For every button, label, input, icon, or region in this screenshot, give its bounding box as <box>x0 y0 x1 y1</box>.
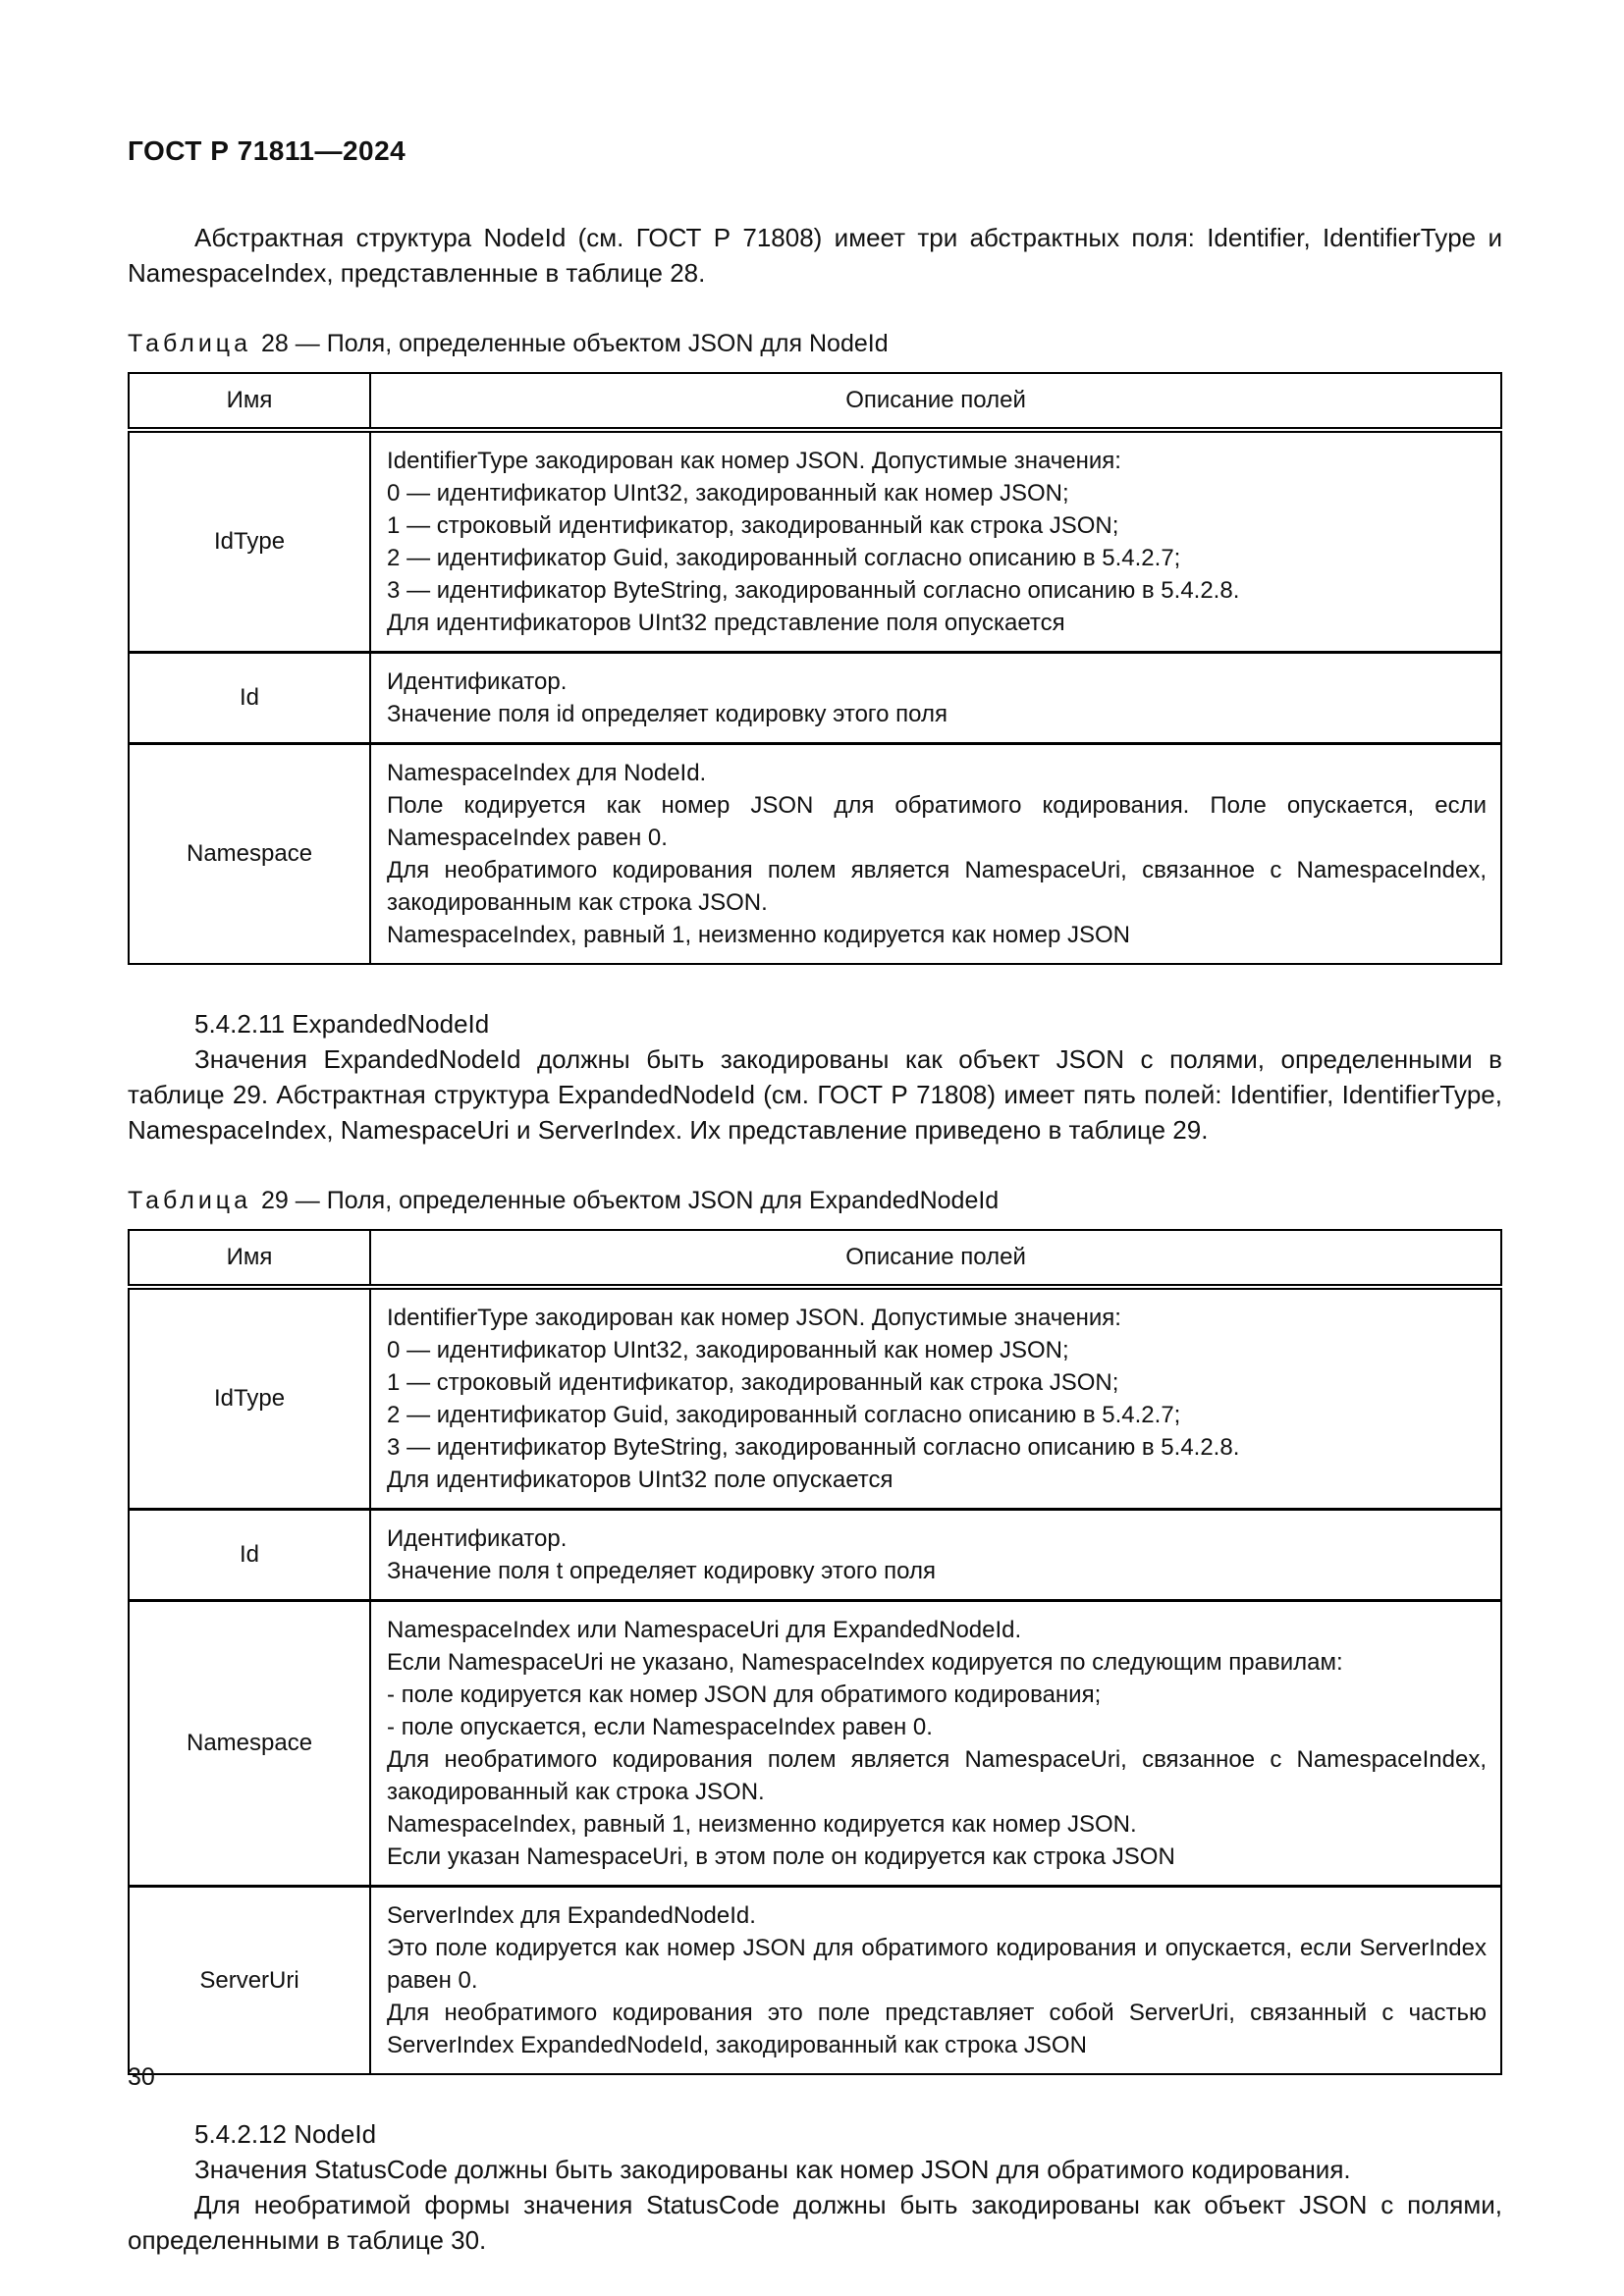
description-line: Идентификатор. <box>387 668 568 695</box>
description-line: Значение поля id определяет кодировку этого поля <box>387 701 947 727</box>
field-description-cell <box>370 1601 1501 1887</box>
section-paragraph: Значения ExpandedNodeId должны быть закодированы как объект JSON с полями, определенными в таблице 29. Абстрактная структура ExpandedNodeId (см. ГОСТ Р 71808) имеет пять полей: Identifier, IdentifierType, NamespaceIndex, NamespaceUri и ServerIndex. Их представление приведено в таблице 29. <box>128 1044 1502 1145</box>
field-description-cell <box>370 1887 1501 2075</box>
description-line: NamespaceIndex для NodeId. <box>387 760 707 786</box>
description-line: Для идентификаторов UInt32 поле опускается <box>387 1467 893 1493</box>
table-header-row <box>129 1230 1501 1287</box>
page-number: 30 <box>128 2063 155 2091</box>
column-header-name: Имя <box>129 1230 370 1287</box>
description-line: IdentifierType закодирован как номер JSON. Допустимые значения: <box>387 1305 1121 1331</box>
column-header-description: Описание полей <box>370 1230 1501 1287</box>
description-line: 0 — идентификатор UInt32, закодированный как номер JSON; <box>387 1337 1069 1363</box>
section-5-4-2-11 <box>128 1006 1502 1148</box>
description-line: Если указан NamespaceUri, в этом поле он кодируется как строка JSON <box>387 1843 1175 1870</box>
section-paragraph: Для необратимой формы значения StatusCode должны быть закодированы как объект JSON с полями, определенными в таблице 30. <box>128 2190 1502 2255</box>
field-description-cell <box>370 1510 1501 1601</box>
table-row <box>129 1510 1501 1601</box>
description-line: IdentifierType закодирован как номер JSON. Допустимые значения: <box>387 448 1121 474</box>
field-name-cell: Id <box>129 1510 370 1601</box>
table-row <box>129 653 1501 744</box>
table-caption-number: 28 <box>261 330 289 357</box>
document-standard-number: ГОСТ Р 71811—2024 <box>128 135 406 166</box>
table-row <box>129 430 1501 653</box>
table-caption-label: Таблица <box>128 1187 252 1214</box>
field-description-cell <box>370 653 1501 744</box>
field-name-cell: IdType <box>129 430 370 653</box>
table-header-row <box>129 373 1501 430</box>
description-line: NamespaceIndex или NamespaceUri для ExpandedNodeId. <box>387 1617 1022 1643</box>
description-line: Для идентификаторов UInt32 представление поля опускается <box>387 610 1065 636</box>
table-caption-text: — Поля, определенные объектом JSON для ExpandedNodeId <box>295 1187 1000 1214</box>
table-row <box>129 744 1501 965</box>
table-row <box>129 1287 1501 1510</box>
field-name-cell: IdType <box>129 1287 370 1510</box>
description-line: - поле опускается, если NamespaceIndex равен 0. <box>387 1714 933 1740</box>
description-line: 1 — строковый идентификатор, закодированный как строка JSON; <box>387 1369 1119 1396</box>
table-row <box>129 1887 1501 2075</box>
column-header-description: Описание полей <box>370 373 1501 430</box>
table-29 <box>128 1229 1502 2075</box>
description-line: 1 — строковый идентификатор, закодированный как строка JSON; <box>387 512 1119 539</box>
table-28-caption <box>128 330 1502 358</box>
intro-paragraph: Абстрактная структура NodeId (см. ГОСТ Р 71808) имеет три абстрактных поля: Identifier, IdentifierType и NamespaceIndex, представленные в таблице 28. <box>128 223 1502 288</box>
description-line: NamespaceIndex, равный 1, неизменно кодируется как номер JSON. <box>387 1811 1137 1838</box>
field-description-cell <box>370 744 1501 965</box>
field-description-cell <box>370 430 1501 653</box>
description-line: NamespaceIndex, равный 1, неизменно кодируется как номер JSON <box>387 922 1131 948</box>
description-line: Идентификатор. <box>387 1525 568 1552</box>
description-line: 0 — идентификатор UInt32, закодированный как номер JSON; <box>387 480 1069 507</box>
description-line: Это поле кодируется как номер JSON для обратимого кодирования и опускается, если ServerIndex равен 0. <box>387 1935 1487 1994</box>
description-line: Для необратимого кодирования полем является NamespaceUri, связанное с NamespaceIndex, закодированным как строка JSON. <box>387 857 1487 916</box>
description-line: ServerIndex для ExpandedNodeId. <box>387 1902 756 1929</box>
section-heading: 5.4.2.12 NodeId <box>194 2119 377 2149</box>
table-row <box>129 1601 1501 1887</box>
table-28 <box>128 372 1502 965</box>
column-header-name: Имя <box>129 373 370 430</box>
table-caption-text: — Поля, определенные объектом JSON для NodeId <box>295 330 889 357</box>
description-line: Для необратимого кодирования это поле представляет собой ServerUri, связанный с частью ServerIndex ExpandedNodeId, закодированный как строка JSON <box>387 2000 1487 2058</box>
description-line: 3 — идентификатор ByteString, закодированный согласно описанию в 5.4.2.8. <box>387 1434 1240 1461</box>
field-name-cell: Id <box>129 653 370 744</box>
field-name-cell: ServerUri <box>129 1887 370 2075</box>
description-line: 3 — идентификатор ByteString, закодированный согласно описанию в 5.4.2.8. <box>387 577 1240 604</box>
section-heading: 5.4.2.11 ExpandedNodeId <box>194 1009 490 1039</box>
field-description-cell <box>370 1287 1501 1510</box>
description-line: Значение поля t определяет кодировку этого поля <box>387 1558 936 1584</box>
description-line: Поле кодируется как номер JSON для обратимого кодирования. Поле опускается, если NamespaceIndex равен 0. <box>387 792 1487 851</box>
description-line: 2 — идентификатор Guid, закодированный согласно описанию в 5.4.2.7; <box>387 1402 1181 1428</box>
table-caption-label: Таблица <box>128 330 252 357</box>
description-line: - поле кодируется как номер JSON для обратимого кодирования; <box>387 1682 1102 1708</box>
description-line: Если NamespaceUri не указано, NamespaceIndex кодируется по следующим правилам: <box>387 1649 1343 1676</box>
field-name-cell: Namespace <box>129 744 370 965</box>
section-paragraph: Значения StatusCode должны быть закодированы как номер JSON для обратимого кодирования. <box>194 2155 1351 2184</box>
description-line: Для необратимого кодирования полем является NamespaceUri, связанное с NamespaceIndex, закодированный как строка JSON. <box>387 1746 1487 1805</box>
section-5-4-2-12 <box>128 2116 1502 2258</box>
field-name-cell: Namespace <box>129 1601 370 1887</box>
table-caption-number: 29 <box>261 1187 289 1214</box>
table-29-caption <box>128 1187 1502 1215</box>
description-line: 2 — идентификатор Guid, закодированный согласно описанию в 5.4.2.7; <box>387 545 1181 571</box>
